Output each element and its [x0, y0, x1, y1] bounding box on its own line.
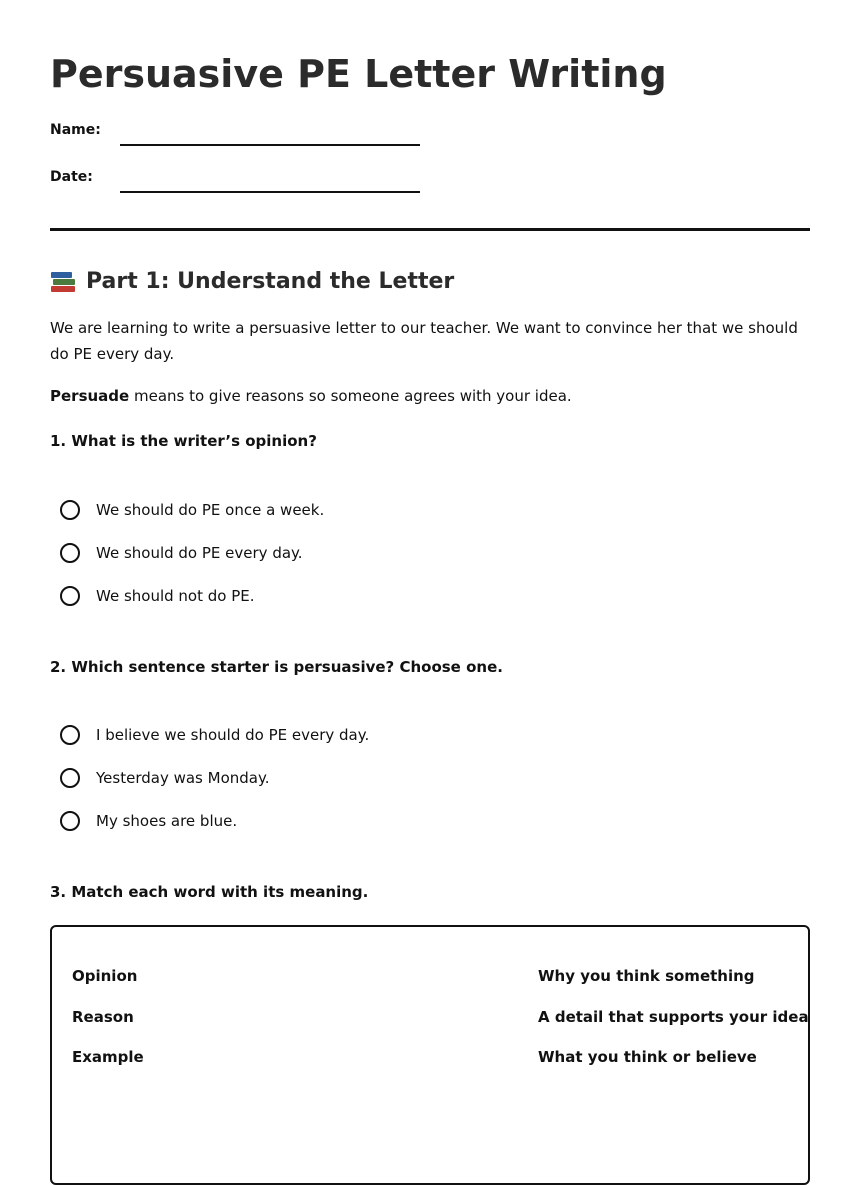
q1-option-1[interactable] — [60, 497, 324, 523]
matching-box — [50, 925, 810, 1185]
name-input-line[interactable] — [120, 144, 420, 146]
radio-button[interactable] — [60, 811, 80, 831]
definition-text: means to give reasons so someone agrees with your idea. — [129, 387, 572, 405]
question-2-prompt: 2. Which sentence starter is persuasive? Choose one. — [50, 658, 503, 676]
radio-button[interactable] — [60, 768, 80, 788]
q2-option-3[interactable] — [60, 808, 237, 834]
radio-button[interactable] — [60, 500, 80, 520]
match-meaning-2[interactable]: A detail that supports your idea — [538, 1008, 809, 1026]
question-3-prompt: 3. Match each word with its meaning. — [50, 883, 369, 901]
match-word-1[interactable]: Opinion — [72, 967, 138, 985]
part1-heading-text: Part 1: Understand the Letter — [86, 269, 455, 294]
match-meaning-3[interactable]: What you think or believe — [538, 1048, 757, 1066]
radio-button[interactable] — [60, 586, 80, 606]
question-1-prompt: 1. What is the writer’s opinion? — [50, 432, 317, 450]
option-label: We should do PE every day. — [96, 544, 303, 562]
option-label: I believe we should do PE every day. — [96, 726, 370, 744]
part1-heading — [50, 266, 454, 298]
page-title: Persuasive PE Letter Writing — [50, 52, 667, 96]
q1-option-3[interactable] — [60, 583, 255, 609]
q2-option-2[interactable] — [60, 765, 269, 791]
q2-option-1[interactable] — [60, 722, 369, 748]
header-divider — [50, 228, 810, 231]
option-label: We should do PE once a week. — [96, 501, 325, 519]
option-label: My shoes are blue. — [96, 812, 238, 830]
date-label: Date: — [50, 169, 93, 185]
name-field[interactable] — [50, 120, 470, 148]
definition-paragraph — [50, 383, 810, 409]
intro-paragraph: We are learning to write a persuasive letter to our teacher. We want to convince her that we should do PE every day. — [50, 319, 798, 363]
match-word-3[interactable]: Example — [72, 1048, 144, 1066]
match-word-2[interactable]: Reason — [72, 1008, 134, 1026]
definition-term: Persuade — [50, 387, 130, 405]
option-label: Yesterday was Monday. — [96, 769, 270, 787]
match-meaning-1[interactable]: Why you think something — [538, 967, 755, 985]
option-label: We should not do PE. — [96, 587, 255, 605]
q1-option-2[interactable] — [60, 540, 303, 566]
radio-button[interactable] — [60, 543, 80, 563]
radio-button[interactable] — [60, 725, 80, 745]
date-input-line[interactable] — [120, 191, 420, 193]
books-icon — [50, 269, 76, 295]
name-label: Name: — [50, 122, 101, 138]
date-field[interactable] — [50, 167, 470, 195]
